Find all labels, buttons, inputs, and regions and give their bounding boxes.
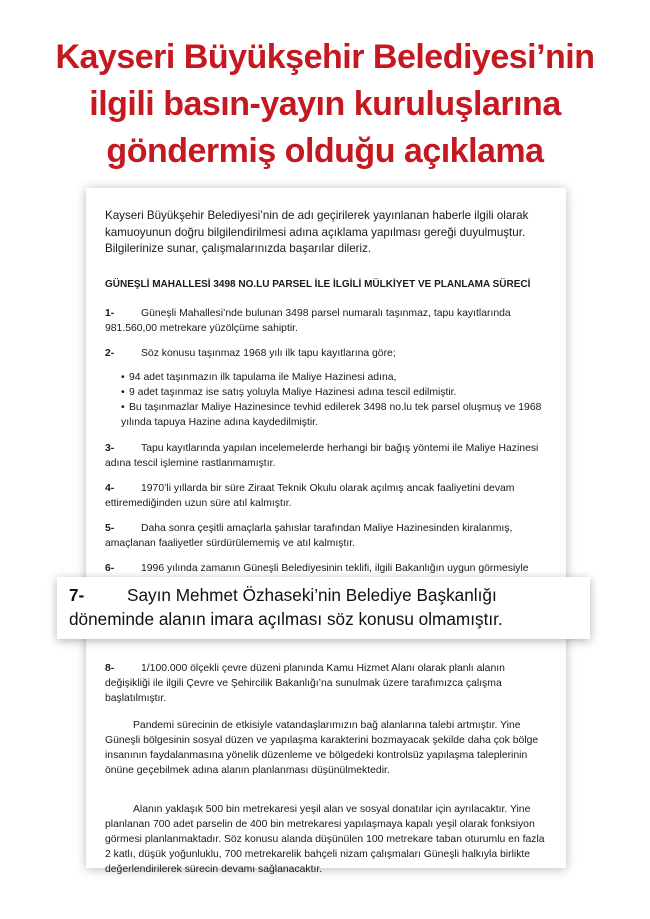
item-text: 1996 yılında zamanın Güneşli Belediyesinin teklifi, ilgili Bakanlığın uygun görmesiyle	[141, 562, 529, 574]
press-statement-document	[86, 188, 566, 875]
list-item-text: 94 adet taşınmazın ilk tapulama ile Maliye Hazinesi adına,	[129, 371, 397, 383]
headline-line: göndermiş olduğu açıklama	[106, 132, 544, 170]
numbered-item	[105, 441, 546, 471]
item-text: 1/100.000 ölçekli çevre düzeni planında Kamu Hizmet Alanı olarak planlı alanın değişikliği ile ilgili Çevre ve Şehircilik Bakanlığı’na sunulmak üzere tarafımızca çalışma başlatılmıştır.	[105, 662, 505, 704]
headline-line: ilgili basın-yayın kuruluşlarına	[89, 85, 561, 123]
item-text: Söz konusu taşınmaz 1968 yılı ilk tapu kayıtlarına göre;	[141, 347, 396, 359]
list-item-text: Bu taşınmazlar Maliye Hazinesince tevhid edilerek 3498 no.lu tek parsel oluşmuş ve 1968 yılında tapuya Hazine adına kaydedilmiştir.	[121, 401, 542, 428]
list-item-text: 9 adet taşınmaz ise satış yoluyla Maliye Hazinesi adına tescil edilmiştir.	[129, 386, 457, 398]
list-item	[121, 400, 546, 430]
callout-text: Sayın Mehmet Özhaseki’nin Belediye Başkanlığı döneminde alanın imara açılması söz konusu olmamıştır.	[69, 585, 503, 629]
item-text: Daha sonra çeşitli amaçlarla şahıslar tarafından Maliye Hazinesinden kiralanmış, amaçlanan faaliyetler sürdürülememiş ve atıl kalmıştır.	[105, 522, 513, 549]
numbered-item	[105, 306, 546, 336]
item-number: 4-	[105, 482, 115, 494]
item-number: 8-	[105, 662, 115, 674]
item-text: Güneşli Mahallesi’nde bulunan 3498 parsel numaralı taşınmaz, tapu kayıtlarında 981.560,00 metrekare yüzölçüme sahiptir.	[105, 307, 511, 334]
numbered-item	[105, 346, 546, 361]
item-number: 1-	[105, 307, 115, 319]
item-number: 6-	[105, 562, 115, 574]
headline-line: Kayseri Büyükşehir Belediyesi’nin	[55, 38, 595, 76]
numbered-item	[105, 661, 546, 706]
bullet-glyph: •	[121, 386, 125, 398]
callout-text-block	[57, 577, 590, 631]
body-paragraph: Pandemi sürecinin de etkisiyle vatandaşlarımızın bağ alanlarına talebi artmıştır. Yine Güneşli bölgesinin sosyal düzen ve yapılaşma karakterini bozmayacak şekilde daha çok bölge insanının faydalanmasına yönelik düzenleme ve bölgedeki kontrolsüz yapılaşma taleplerinin önüne geçebilmek adına alanın planlanması düşünülmektedir.	[105, 719, 539, 776]
bullet-glyph: •	[121, 371, 125, 383]
item-text: Tapu kayıtlarında yapılan incelemelerde herhangi bir bağış yöntemi ile Maliye Hazinesi adına tescil işlemine rastlanmamıştır.	[105, 442, 539, 469]
intro-paragraph: Kayseri Büyükşehir Belediyesi’nin de adı geçirilerek yayınlanan haberle ilgili olarak kamuoyunun doğru bilgilendirilmesi adına açıklama yapılması gereği duyulmuştur. Bilgilerinize sunar, çalışmalarınızda başarılar dileriz.	[105, 209, 529, 255]
list-item	[121, 385, 546, 400]
document-body	[86, 188, 566, 877]
section-title: GÜNEŞLİ MAHALLESİ 3498 NO.LU PARSEL İLE İLGİLİ MÜLKİYET VE PLANLAMA SÜRECİ	[105, 278, 531, 290]
body-paragraph: Alanın yaklaşık 500 bin metrekaresi yeşil alan ve sosyal donatılar için ayrılacaktır. Yine planlanan 700 adet parselin de 400 bin metrekaresi yapılaşmaya kapalı yeşil olarak fonksiyon görmesi planlanmaktadır. Söz konusu alanda düşünülen 100 metrekare taban oturumlu en fazla 2 katlı, düşük yoğunluklu, 700 metrekarelik bahçeli nizam çalışmaları Güneşli halkıyla birlikte değerlendirilerek sürecin devamı sağlanacaktır.	[105, 803, 545, 875]
highlighted-item-callout	[57, 577, 590, 639]
callout-number: 7-	[69, 585, 85, 605]
list-item	[121, 370, 546, 385]
bullet-glyph: •	[121, 401, 125, 413]
item-number: 2-	[105, 347, 115, 359]
numbered-item	[105, 521, 546, 551]
item-number: 3-	[105, 442, 115, 454]
numbered-item	[105, 481, 546, 511]
bullet-list	[121, 370, 546, 430]
item-text: 1970’li yıllarda bir süre Ziraat Teknik Okulu olarak açılmış ancak faaliyetini devam ettiremediğinden uzun süre atıl kalmıştır.	[105, 482, 515, 509]
item-number: 5-	[105, 522, 115, 534]
headline	[20, 34, 630, 175]
